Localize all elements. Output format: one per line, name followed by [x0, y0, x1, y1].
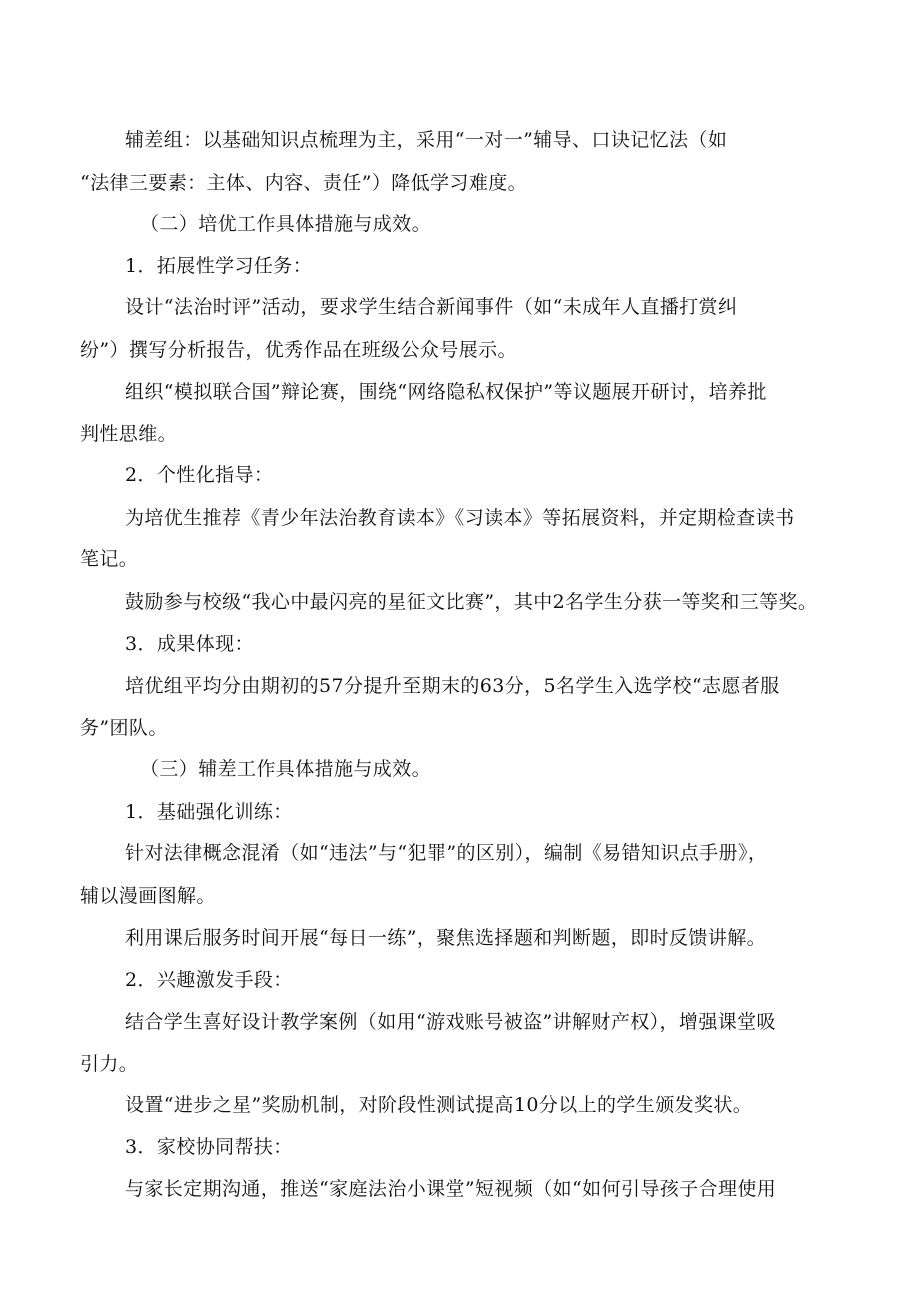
paragraph-line: 设计“法治时评”活动，要求学生结合新闻事件（如“未成年人直播打赏纠: [125, 296, 738, 318]
paragraph-line: 针对法律概念混淆（如“违法”与“犯罪”的区别），编制《易错知识点手册》，: [125, 842, 768, 864]
paragraph-line: 培优组平均分由期初的57分提升至期末的63分，5名学生入选学校“志愿者服: [125, 675, 780, 697]
paragraph-line: 结合学生喜好设计教学案例（如用“游戏账号被盗”讲解财产权），增强课堂吸: [125, 1011, 776, 1033]
subheading: 2．兴趣激发手段：: [125, 969, 293, 991]
subheading: 3．家校协同帮扶：: [125, 1136, 293, 1158]
paragraph-line: 笔记。: [80, 548, 139, 570]
paragraph-line: 辅以漫画图解。: [80, 885, 216, 907]
paragraph-line: 判性思维。: [80, 423, 178, 445]
paragraph-line: 为培优生推荐《青少年法治教育读本》《习读本》等拓展资料，并定期检查读书: [125, 507, 795, 529]
paragraph-line: 鼓励参与校级“我心中最闪亮的星征文比赛”，其中2名学生分获一等奖和三等奖。: [125, 591, 818, 613]
paragraph-line: 务”团队。: [80, 717, 168, 739]
paragraph-line: 设置“进步之星”奖励机制，对阶段性测试提高10分以上的学生颁发奖状。: [125, 1094, 753, 1116]
subheading: 3．成果体现：: [125, 633, 254, 655]
paragraph-line: 组织“模拟联合国”辩论赛，围绕“网络隐私权保护”等议题展开研讨，培养批: [125, 381, 767, 403]
paragraph-line: 引力。: [80, 1053, 139, 1075]
subheading: 2．个性化指导：: [125, 464, 274, 486]
section-heading: （三）辅差工作具体措施与成效。: [140, 758, 432, 780]
paragraph-line: 纷”）撰写分析报告，优秀作品在班级公众号展示。: [80, 339, 517, 361]
subheading: 1．基础强化训练：: [125, 801, 293, 823]
subheading: 1．拓展性学习任务：: [125, 255, 313, 277]
section-heading: （二）培优工作具体措施与成效。: [140, 213, 432, 235]
paragraph-line: 辅差组：以基础知识点梳理为主，采用“一对一”辅导、口诀记忆法（如: [125, 129, 728, 151]
paragraph-line: 与家长定期沟通，推送“家庭法治小课堂”短视频（如“如何引导孩子合理使用: [125, 1178, 777, 1200]
paragraph-line: 利用课后服务时间开展“每日一练”，聚焦选择题和判断题，即时反馈讲解。: [125, 927, 767, 949]
paragraph-line: “法律三要素：主体、内容、责任”）降低学习难度。: [80, 172, 528, 194]
